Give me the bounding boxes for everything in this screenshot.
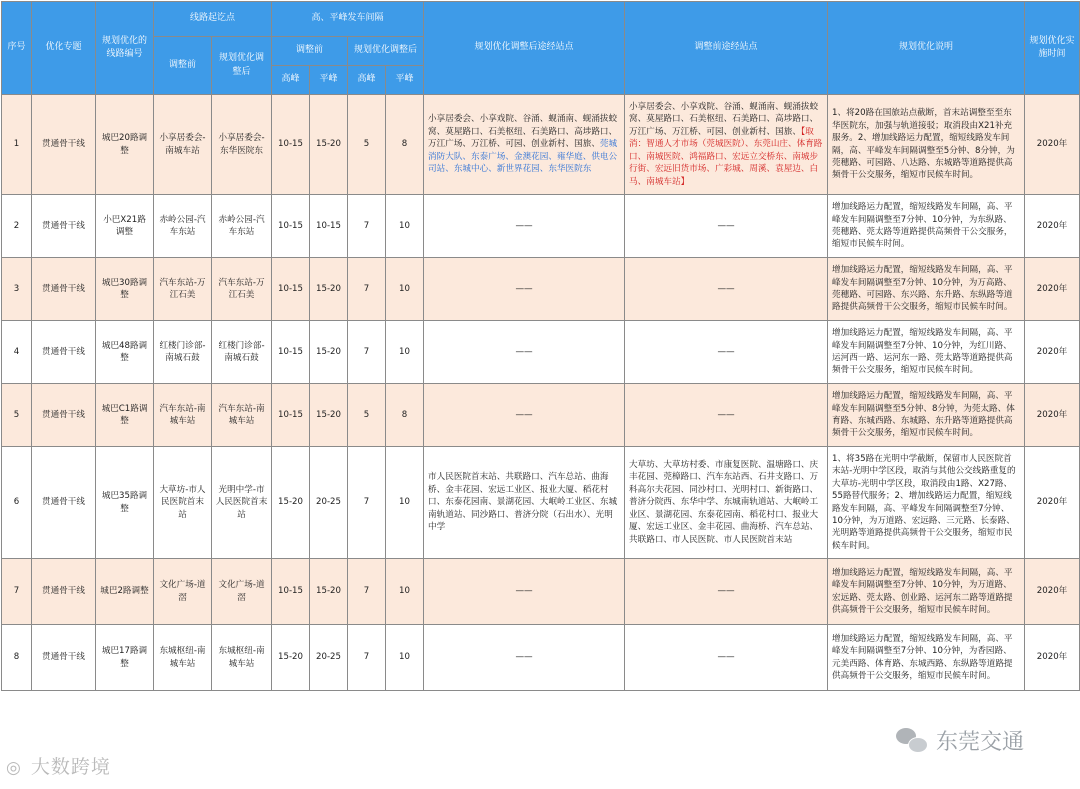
stops-after-new: 莞城消防大队、东泰广场、金澳花园、雍华庭、供电公司站、东城中心、新世界花园、东华医院东: [428, 139, 618, 175]
cell-time: 2020年: [1025, 258, 1080, 321]
platform-watermark: [6, 752, 111, 779]
cell-stops-before: 大草坊、大草坊村委、市康复医院、温塘路口、庆丰花园、莞樟路口、汽车东站西、石井支路口、万科高尔夫花园、同沙村口、光明村口、新街路口、普济分院西、东华中学、东城南轨道站、大岷岭工业区、景湖花园、东泰花园南、稻花村口、报业大厦、宏远工业区、金丰花园、曲海桥、汽车总站、共联路口、市人民医院、市人民医院首末站: [625, 447, 828, 559]
cell-topic: 贯通骨干线: [32, 447, 96, 559]
cell-start-after: 汽车东站-万江石美: [212, 258, 272, 321]
table-row: [2, 258, 1080, 321]
cell-start-before: 汽车东站-南城车站: [154, 384, 212, 447]
table-row: [2, 559, 1080, 625]
cell-stops-after: ——: [424, 625, 625, 691]
cell-start-after: 光明中学-市人民医院首末站: [212, 447, 272, 559]
source-watermark: [896, 725, 1024, 756]
cell-peak-before: 10-15: [272, 195, 310, 258]
header-description: 规划优化说明: [828, 2, 1025, 95]
cell-peak-before: 10-15: [272, 321, 310, 384]
header-offpeak-after: 平峰: [386, 66, 424, 95]
cell-description: 增加线路运力配置，缩短线路发车间隔，高、平峰发车间隔调整至7分钟、10分钟，为万高路、莞穗路、可园路、东兴路、东升路、东纵路等道路提供高频骨干公交服务，缩短市民候车时间。: [828, 258, 1025, 321]
header-offpeak-before: 平峰: [310, 66, 348, 95]
cell-stops-before: ——: [625, 258, 828, 321]
cell-peak-after: 7: [348, 195, 386, 258]
cell-description: 增加线路运力配置，缩短线路发车间隔，高、平峰发车间隔调整至7分钟、10分钟，为万道路、宏远路、莞太路、创业路、运河东二路等道路提供高频骨干公交服务，缩短市民候车时间。: [828, 559, 1025, 625]
cell-stops-before: ——: [625, 625, 828, 691]
cell-start-before: 大草坊-市人民医院首末站: [154, 447, 212, 559]
cell-start-before: 红楼门诊部-南城石鼓: [154, 321, 212, 384]
header-endpoints: 线路起讫点: [154, 2, 272, 37]
eye-logo-icon: ◎: [6, 758, 22, 778]
cell-topic: 贯通骨干线: [32, 258, 96, 321]
cell-peak-before: 15-20: [272, 447, 310, 559]
table-row: [2, 195, 1080, 258]
header-endpoints-after: 规划优化调整后: [212, 37, 272, 95]
cell-stops-after: ——: [424, 258, 625, 321]
cell-stops-before: ——: [625, 384, 828, 447]
cell-topic: 贯通骨干线: [32, 625, 96, 691]
cell-offpeak-after: 10: [386, 559, 424, 625]
cell-peak-after: 7: [348, 321, 386, 384]
header-time: 规划优化实施时间: [1025, 2, 1080, 95]
cell-peak-after: 7: [348, 447, 386, 559]
stops-before-kept: 小享居委会、小享戏院、谷涌、蚬涌南、蚬涌拔蛟窝、莫屋路口、石美枢纽、石美路口、高埗路口、万江广场、万江桥、可园、创业新村、国旅、: [629, 101, 819, 137]
cell-start-after: 文化广场-道滘: [212, 559, 272, 625]
cell-route: 小巴X21路调整: [96, 195, 154, 258]
cell-peak-after: 5: [348, 384, 386, 447]
cell-start-after: 赤岭公园-汽车东站: [212, 195, 272, 258]
cell-seq: 3: [2, 258, 32, 321]
cell-peak-before: 10-15: [272, 95, 310, 195]
cell-start-after: 小享居委会-东华医院东: [212, 95, 272, 195]
cell-time: 2020年: [1025, 447, 1080, 559]
cell-seq: 5: [2, 384, 32, 447]
header-endpoints-before: 调整前: [154, 37, 212, 95]
header-topic: 优化专题: [32, 2, 96, 95]
cell-offpeak-after: 10: [386, 625, 424, 691]
cell-peak-before: 15-20: [272, 625, 310, 691]
source-watermark-text: 东莞交通: [936, 730, 1025, 755]
cell-description: 1、将20路在国旅站点截断，首末站调整至至东华医院东，加强与轨道接驳；取消段由X21补充服务。2、增加线路运力配置，缩短线路发车间隔，高、平峰发车间隔调整至5分钟、8分钟，为莞穗路、可园路、八达路、东城路等道路提供高频骨干公交服务，缩短市民候车时间。: [828, 95, 1025, 195]
header-peak-before: 高峰: [272, 66, 310, 95]
cell-offpeak-before: 15-20: [310, 95, 348, 195]
cell-offpeak-before: 15-20: [310, 559, 348, 625]
cell-route: 城巴48路调整: [96, 321, 154, 384]
cell-offpeak-after: 10: [386, 321, 424, 384]
header-stops-before: 调整前途经站点: [625, 2, 828, 95]
cell-stops-after: ——: [424, 195, 625, 258]
cell-seq: 6: [2, 447, 32, 559]
header-interval: 高、平峰发车间隔: [272, 2, 424, 37]
wechat-icon: [896, 728, 928, 754]
cell-offpeak-after: 8: [386, 384, 424, 447]
cell-offpeak-before: 20-25: [310, 447, 348, 559]
cell-start-before: 赤岭公园-汽车东站: [154, 195, 212, 258]
table-row: [2, 625, 1080, 691]
cell-stops-after: ——: [424, 384, 625, 447]
cell-offpeak-after: 8: [386, 95, 424, 195]
cell-seq: 1: [2, 95, 32, 195]
cell-peak-after: 7: [348, 559, 386, 625]
cell-stops-before: ——: [625, 321, 828, 384]
cell-topic: 贯通骨干线: [32, 384, 96, 447]
cell-peak-before: 10-15: [272, 384, 310, 447]
cell-start-before: 东城枢纽-南城车站: [154, 625, 212, 691]
cell-seq: 7: [2, 559, 32, 625]
cell-route: 城巴17路调整: [96, 625, 154, 691]
cell-description: 增加线路运力配置，缩短线路发车间隔，高、平峰发车间隔调整至7分钟、10分钟，为红川路、运河西一路、运河东一路、莞太路等道路提供高频骨干公交服务，缩短市民候车时间。: [828, 321, 1025, 384]
cell-description: 增加线路运力配置，缩短线路发车间隔，高、平峰发车间隔调整至7分钟、10分钟，为东纵路、莞穗路、莞太路等道路提供高频骨干公交服务，缩短市民候车时间。: [828, 195, 1025, 258]
header-seq: 序号: [2, 2, 32, 95]
cell-time: 2020年: [1025, 95, 1080, 195]
cell-peak-after: 5: [348, 95, 386, 195]
cell-stops-after: ——: [424, 321, 625, 384]
cell-route: 城巴2路调整: [96, 559, 154, 625]
stops-before-cancelled: 【取消：智通人才市场（莞城医院）、东莞山庄、体育路口、南城医院、鸿福路口、宏远立交桥东、南城步行街、宏远旧货市场、广彩城、周溪、袁屋边、白马、南城车站】: [629, 126, 823, 187]
table-row: [2, 95, 1080, 195]
cell-stops-before: ——: [625, 195, 828, 258]
cell-route: 城巴20路调整: [96, 95, 154, 195]
cell-start-after: 东城枢纽-南城车站: [212, 625, 272, 691]
cell-route: 城巴30路调整: [96, 258, 154, 321]
stops-after-kept: 小享居委会、小享戏院、谷涌、蚬涌南、蚬涌拔蛟窝、莫屋路口、石美枢纽、石美路口、高埗路口、万江广场、万江桥、可园、创业新村、国旅、: [428, 114, 618, 150]
cell-start-before: 小享居委会-南城车站: [154, 95, 212, 195]
cell-seq: 8: [2, 625, 32, 691]
cell-time: 2020年: [1025, 195, 1080, 258]
table-row: [2, 384, 1080, 447]
cell-route: 城巴35路调整: [96, 447, 154, 559]
cell-offpeak-before: 10-15: [310, 195, 348, 258]
header-peak-after: 高峰: [348, 66, 386, 95]
cell-offpeak-after: 10: [386, 258, 424, 321]
table-row: [2, 321, 1080, 384]
header-stops-after: 规划优化调整后途经站点: [424, 2, 625, 95]
cell-offpeak-before: 20-25: [310, 625, 348, 691]
cell-time: 2020年: [1025, 384, 1080, 447]
cell-offpeak-after: 10: [386, 447, 424, 559]
cell-seq: 2: [2, 195, 32, 258]
cell-peak-after: 7: [348, 258, 386, 321]
cell-description: 增加线路运力配置，缩短线路发车间隔，高、平峰发车间隔调整至7分钟、10分钟，为香园路、元美西路、体育路、东城西路、东纵路等道路提供高频骨干公交服务，缩短市民候车时间。: [828, 625, 1025, 691]
cell-stops-before: ——: [625, 559, 828, 625]
cell-offpeak-before: 15-20: [310, 321, 348, 384]
cell-seq: 4: [2, 321, 32, 384]
table-row: [2, 447, 1080, 559]
cell-offpeak-before: 15-20: [310, 384, 348, 447]
cell-start-before: 汽车东站-万江石美: [154, 258, 212, 321]
cell-topic: 贯通骨干线: [32, 195, 96, 258]
cell-peak-before: 10-15: [272, 559, 310, 625]
cell-topic: 贯通骨干线: [32, 321, 96, 384]
header-interval-before: 调整前: [272, 37, 348, 66]
cell-topic: 贯通骨干线: [32, 95, 96, 195]
cell-start-after: 红楼门诊部-南城石鼓: [212, 321, 272, 384]
cell-peak-before: 10-15: [272, 258, 310, 321]
platform-watermark-text: 大数跨境: [30, 756, 111, 778]
cell-start-after: 汽车东站-南城车站: [212, 384, 272, 447]
cell-start-before: 文化广场-道滘: [154, 559, 212, 625]
cell-description: 1、将35路在光明中学截断，保留市人民医院首末站-光明中学区段，取消与其他公交线路重复的大草坊-光明中学区段，取消段由1路、X27路、55路替代服务；2、增加线路运力配置，缩短线路发车间隔，高、平峰发车间隔调整至7分钟、10分钟，为万道路、宏远路、三元路、长泰路、光明路等道路提供高频骨干公交服务，缩短市民候车时间。: [828, 447, 1025, 559]
cell-offpeak-after: 10: [386, 195, 424, 258]
cell-description: 增加线路运力配置，缩短线路发车间隔，高、平峰发车间隔调整至5分钟、8分钟，为莞太路、体育路、东城西路、东城路、东升路等道路提供高频骨干公交服务，缩短市民候车时间。: [828, 384, 1025, 447]
header-interval-after: 规划优化调整后: [348, 37, 424, 66]
cell-stops-before: [625, 95, 828, 195]
cell-offpeak-before: 15-20: [310, 258, 348, 321]
route-optimization-table: [1, 1, 1080, 691]
cell-time: 2020年: [1025, 559, 1080, 625]
cell-time: 2020年: [1025, 321, 1080, 384]
cell-peak-after: 7: [348, 625, 386, 691]
cell-stops-after: ——: [424, 559, 625, 625]
cell-route: 城巴C1路调整: [96, 384, 154, 447]
cell-topic: 贯通骨干线: [32, 559, 96, 625]
cell-time: 2020年: [1025, 625, 1080, 691]
cell-stops-after: 市人民医院首末站、共联路口、汽车总站、曲海桥、金丰花园、宏远工业区、报业大厦、稻花村口、东泰花园南、景湖花园、大岷岭工业区、东城南轨道站、同沙路口、普济分院（石出水）、光明中学: [424, 447, 625, 559]
header-route-no: 规划优化的线路编号: [96, 2, 154, 95]
cell-stops-after: [424, 95, 625, 195]
